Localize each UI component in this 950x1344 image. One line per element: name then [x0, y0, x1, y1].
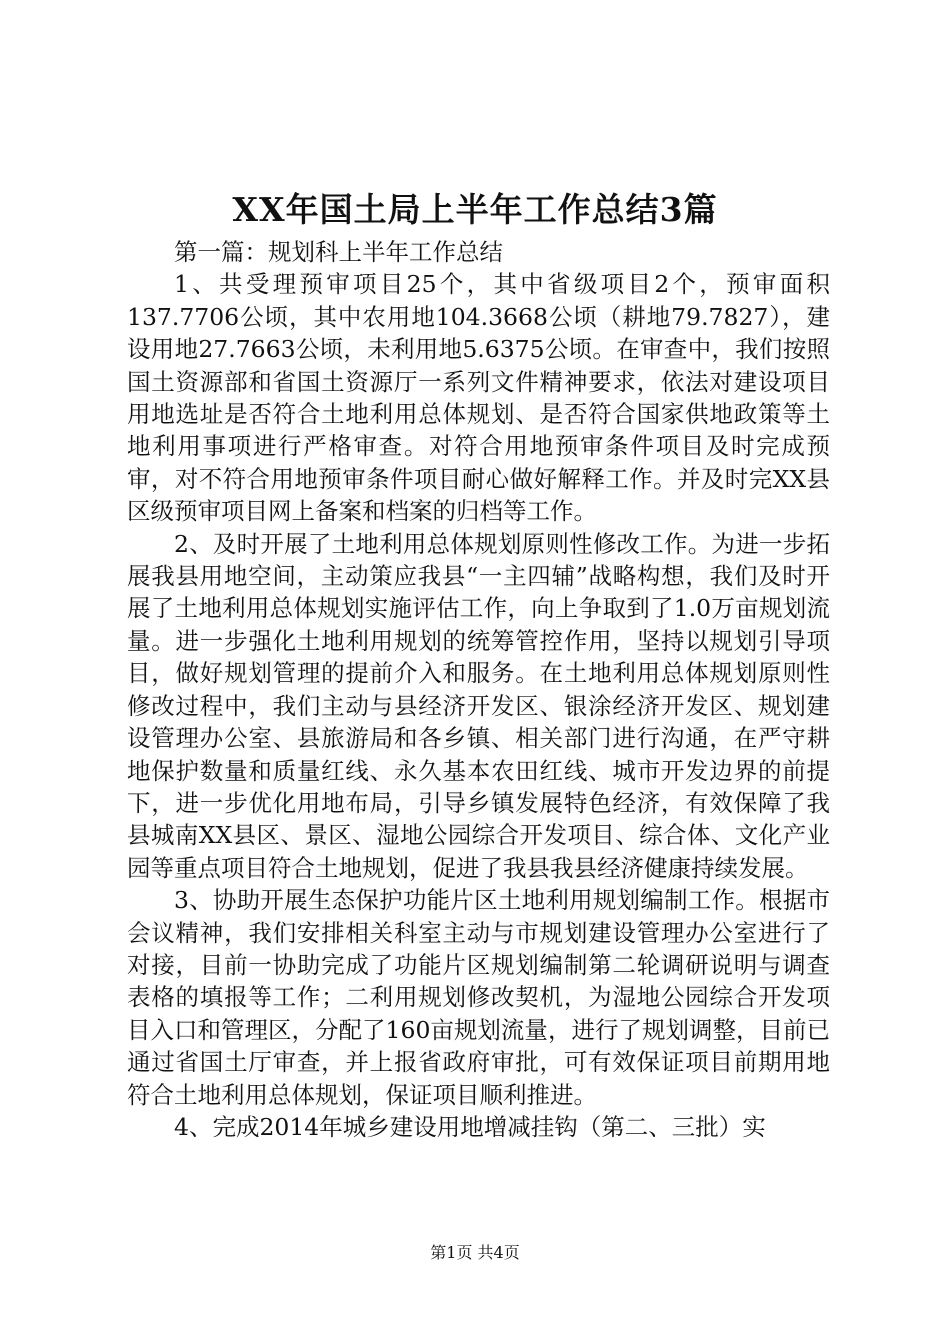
paragraph: 4、完成2014年城乡建设用地增减挂钩（第二、三批）实	[174, 1112, 766, 1141]
document-title: XX年国土局上半年工作总结3篇	[232, 190, 718, 229]
paragraph: 2、及时开展了土地利用总体规划原则性修改工作。为进一步拓展我县用地空间，主动策应我县“一主四辅”战略构想，我们及时开展了土地利用总体规划实施评估工作，向上争取到了1.0万亩规划流量。进一步强化土地利用规划的统筹管控作用，坚持以规划引导项目，做好规划管理的提前介入和服务。在土地利用总体规划原则性修改过程中，我们主动与县经济开发区、银涂经济开发区、规划建设管理办公室、县旅游局和各乡镇、相关部门进行沟通，在严守耕地保护数量和质量红线、永久基本农田红线、城市开发边界的前提下，进一步优化用地布局，引导乡镇发展特色经济，有效保障了我县城南XX县区、景区、湿地公园综合开发项目、综合体、文化产业园等重点项目符合土地规划，促进了我县我县经济健康持续发展。	[127, 529, 830, 882]
paragraph: 1、共受理预审项目25个，其中省级项目2个，预审面积137.7706公顷，其中农用地104.3668公顷（耕地79.7827），建设用地27.7663公顷，未利用地5.6375公顷。在审查中，我们按照国土资源部和省国土资源厅一系列文件精神要求，依法对建设项目用地选址是否符合土地利用总体规划、是否符合国家供地政策等土地利用事项进行严格审查。对符合用地预审条件项目及时完成预审，对不符合用地预审条件项目耐心做好解释工作。并及时完XX县区级预审项目网上备案和档案的归档等工作。	[127, 270, 830, 526]
section-heading: 第一篇：规划科上半年工作总结	[174, 238, 503, 266]
paragraph: 3、协助开展生态保护功能片区土地利用规划编制工作。根据市会议精神，我们安排相关科室主动与市规划建设管理办公室进行了对接，目前一协助完成了功能片区规划编制第二轮调研说明与调查表格的填报等工作；二利用规划修改契机，为湿地公园综合开发项目入口和管理区，分配了160亩规划流量，进行了规划调整，目前已通过省国土厅审查，并上报省政府审批，可有效保证项目前期用地符合土地利用总体规划，保证项目顺利推进。	[127, 886, 830, 1109]
page-number-footer: 第1页 共4页	[430, 1243, 520, 1262]
document-body	[127, 236, 830, 1143]
